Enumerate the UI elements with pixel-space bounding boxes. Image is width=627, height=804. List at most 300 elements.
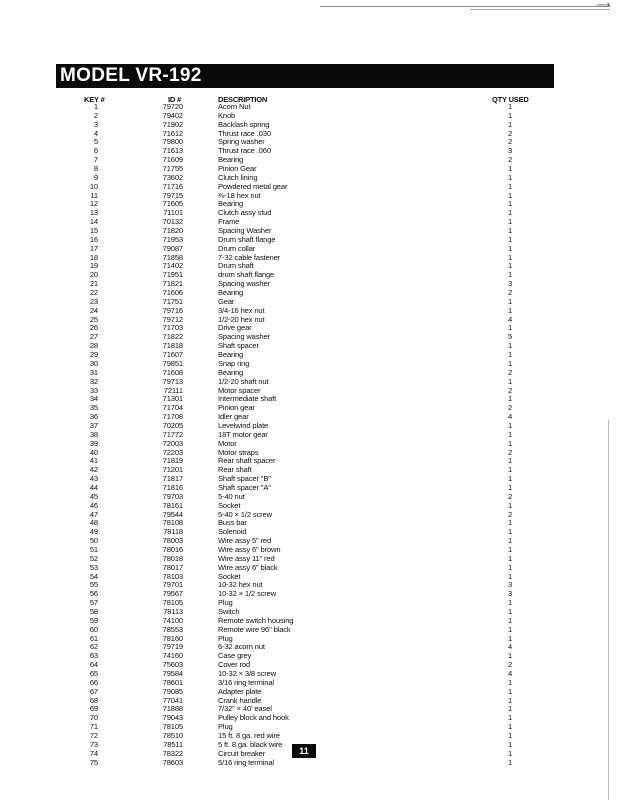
part-qty: 1 <box>507 695 513 705</box>
parts-row <box>56 271 556 280</box>
parts-row <box>56 378 556 387</box>
part-qty: 1 <box>507 376 513 386</box>
part-key: 22 <box>89 288 98 298</box>
part-key: 11 <box>90 190 98 200</box>
part-description: Spacing Washer <box>218 226 272 236</box>
part-id: 79703 <box>162 491 183 501</box>
parts-row <box>56 200 556 209</box>
part-key: 45 <box>89 491 98 501</box>
part-key: 5 <box>93 137 98 147</box>
parts-row <box>56 254 556 263</box>
parts-row <box>56 484 556 493</box>
parts-list <box>56 103 556 767</box>
part-qty: 1 <box>507 102 513 111</box>
parts-row <box>56 475 556 484</box>
part-key: 49 <box>89 527 98 537</box>
parts-row <box>56 670 556 679</box>
part-description: Drum shaft flange <box>218 234 276 244</box>
part-description: Pinion Gear <box>218 164 257 174</box>
part-description: ⅜-18 hex nut <box>218 190 261 200</box>
part-description: Cover rod <box>218 660 250 670</box>
part-key: 50 <box>89 536 98 546</box>
scan-artifact-line <box>470 9 610 10</box>
part-description: Gear <box>218 296 235 306</box>
part-id: 79720 <box>162 102 183 111</box>
part-qty: 1 <box>507 562 513 572</box>
part-key: 56 <box>89 589 98 599</box>
part-description: 10-32 × 3/8 screw <box>218 669 277 678</box>
part-id: 71606 <box>162 288 183 298</box>
parts-row <box>56 590 556 599</box>
parts-row <box>56 466 556 475</box>
part-key: 46 <box>89 500 98 510</box>
parts-row <box>56 147 556 156</box>
parts-row <box>56 422 556 431</box>
part-key: 54 <box>89 571 98 581</box>
part-id: 77041 <box>162 695 183 705</box>
part-description: Powdered metal gear <box>218 181 288 191</box>
scan-artifact-mark: ⟶ <box>596 0 611 11</box>
part-id: 78003 <box>162 536 183 546</box>
part-key: 12 <box>89 199 98 209</box>
part-id: 79716 <box>162 305 183 315</box>
part-id: 71612 <box>162 128 183 138</box>
part-description: Socket <box>218 571 241 581</box>
part-description: 5-40 nut <box>218 491 245 501</box>
part-description: Thrust race .030 <box>218 128 271 138</box>
part-key: 21 <box>89 279 98 289</box>
part-key: 44 <box>89 482 98 492</box>
part-key: 19 <box>89 261 98 271</box>
part-key: 38 <box>89 429 98 439</box>
part-key: 36 <box>89 412 98 422</box>
part-key: 23 <box>89 296 98 306</box>
part-description: Levelwind plate <box>218 420 269 430</box>
part-qty: 1 <box>507 243 513 253</box>
part-id: 73602 <box>162 172 183 182</box>
part-qty: 4 <box>507 314 513 324</box>
parts-row <box>56 457 556 466</box>
part-description: Motor <box>218 438 237 448</box>
part-key: 60 <box>89 624 98 634</box>
part-id: 78511 <box>163 739 183 749</box>
part-description: Crank handle <box>218 695 262 705</box>
part-id: 79800 <box>162 137 183 147</box>
parts-row <box>56 608 556 617</box>
part-key: 29 <box>89 350 98 360</box>
part-description: Wire assy 6" brown <box>218 544 281 554</box>
part-key: 28 <box>89 341 98 351</box>
part-qty: 1 <box>507 544 513 554</box>
part-description: 3/4-16 hex nut <box>218 305 265 315</box>
part-key: 69 <box>89 704 98 714</box>
part-description: Plug <box>218 633 233 643</box>
parts-row <box>56 360 556 369</box>
parts-row <box>56 245 556 254</box>
part-id: 71605 <box>162 199 183 209</box>
part-key: 41 <box>89 456 98 466</box>
part-description: Motor straps <box>218 447 259 457</box>
part-key: 48 <box>89 518 98 528</box>
part-qty: 1 <box>507 465 513 475</box>
part-qty: 1 <box>507 500 513 510</box>
part-key: 43 <box>89 474 98 484</box>
part-id: 71819 <box>162 456 183 466</box>
parts-row <box>56 688 556 697</box>
part-qty: 1 <box>507 482 513 492</box>
parts-row <box>56 679 556 688</box>
part-id: 79567 <box>162 589 183 599</box>
part-key: 52 <box>89 553 98 563</box>
column-header-key: KEY # <box>84 95 105 104</box>
part-description: 1/2-20 hex nut <box>218 314 265 324</box>
scan-artifact-edge <box>608 420 609 800</box>
part-description: Snap ring <box>218 358 250 368</box>
part-id: 71755 <box>162 164 183 174</box>
part-id: 79715 <box>162 190 183 200</box>
part-qty: 1 <box>507 527 513 537</box>
part-id: 72003 <box>162 438 183 448</box>
parts-row <box>56 714 556 723</box>
parts-row <box>56 316 556 325</box>
part-description: Idler gear <box>218 412 249 422</box>
parts-row <box>56 324 556 333</box>
part-key: 37 <box>89 420 98 430</box>
part-qty: 1 <box>507 748 513 758</box>
part-qty: 1 <box>507 739 513 749</box>
part-key: 1 <box>93 102 98 111</box>
part-id: 78016 <box>162 544 183 554</box>
part-qty: 1 <box>507 731 513 741</box>
part-qty: 1 <box>507 633 513 643</box>
part-description: Pinion gear <box>218 403 255 413</box>
part-id: 71888 <box>162 704 183 714</box>
column-header-description: DESCRIPTION <box>218 95 268 104</box>
part-qty: 1 <box>507 261 513 271</box>
part-qty: 1 <box>507 553 513 563</box>
part-qty: 3 <box>507 279 513 289</box>
part-description: Spacing washer <box>218 332 270 342</box>
parts-row <box>56 236 556 245</box>
part-description: 10-32 × 1/2 screw <box>218 589 277 599</box>
part-qty: 1 <box>507 606 513 616</box>
parts-row <box>56 759 556 768</box>
part-key: 59 <box>89 615 98 625</box>
part-key: 33 <box>89 385 98 395</box>
part-qty: 1 <box>507 474 513 484</box>
part-description: Drum shaft <box>218 261 254 271</box>
part-description: Shaft spacer "B" <box>218 474 271 484</box>
part-qty: 2 <box>507 128 513 138</box>
part-id: 78161 <box>162 500 183 510</box>
parts-row <box>56 573 556 582</box>
part-qty: 1 <box>507 358 513 368</box>
part-description: Motor spacer <box>218 385 261 395</box>
parts-row <box>56 502 556 511</box>
part-key: 34 <box>89 394 98 404</box>
part-key: 67 <box>89 686 98 696</box>
part-key: 65 <box>89 669 98 678</box>
part-qty: 3 <box>507 146 513 156</box>
part-description: Acorn Nut <box>218 102 251 111</box>
part-key: 32 <box>89 376 98 386</box>
part-key: 72 <box>89 731 98 741</box>
part-qty: 1 <box>507 677 513 687</box>
part-qty: 3 <box>507 589 513 599</box>
part-qty: 1 <box>507 598 513 608</box>
part-description: Clutch lining <box>218 172 258 182</box>
part-description: 7-32 cable fastener <box>218 252 281 262</box>
part-key: 40 <box>89 447 98 457</box>
parts-row <box>56 599 556 608</box>
part-key: 53 <box>89 562 98 572</box>
part-id: 71816 <box>162 482 183 492</box>
part-qty: 1 <box>507 456 513 466</box>
part-id: 79851 <box>162 358 183 368</box>
part-qty: 1 <box>507 686 513 696</box>
part-qty: 3 <box>507 580 513 590</box>
part-description: Switch <box>218 606 240 616</box>
part-key: 57 <box>89 598 98 608</box>
column-header-qty: QTY USED <box>492 95 529 104</box>
parts-row <box>56 635 556 644</box>
part-id: 71817 <box>162 474 183 484</box>
part-qty: 1 <box>507 350 513 360</box>
part-id: 79402 <box>162 110 183 120</box>
part-id: 72203 <box>162 447 183 457</box>
part-description: 5/16 ring terminal <box>218 757 274 767</box>
part-key: 55 <box>89 580 98 590</box>
part-id: 79701 <box>162 580 183 590</box>
parts-row <box>56 643 556 652</box>
part-qty: 1 <box>507 119 513 129</box>
part-key: 27 <box>89 332 98 342</box>
part-key: 75 <box>89 757 98 767</box>
parts-row <box>56 342 556 351</box>
part-description: Circuit breaker <box>218 748 266 758</box>
part-qty: 2 <box>507 660 513 670</box>
part-qty: 1 <box>507 615 513 625</box>
part-id: 71703 <box>162 323 183 333</box>
part-id: 78160 <box>162 633 183 643</box>
part-qty: 1 <box>507 438 513 448</box>
parts-row <box>56 209 556 218</box>
part-key: 4 <box>93 128 98 138</box>
part-id: 71301 <box>162 394 183 404</box>
part-qty: 1 <box>507 252 513 262</box>
part-description: Solenoid <box>218 527 247 537</box>
part-key: 42 <box>89 465 98 475</box>
parts-row <box>56 431 556 440</box>
part-qty: 1 <box>507 571 513 581</box>
part-description: Bearing <box>218 350 244 360</box>
part-key: 61 <box>89 633 98 643</box>
part-id: 71101 <box>163 208 183 218</box>
part-id: 71402 <box>162 261 183 271</box>
parts-row <box>56 626 556 635</box>
part-description: Shaft spacer <box>218 341 259 351</box>
part-key: 10 <box>89 181 98 191</box>
part-qty: 1 <box>507 270 513 280</box>
part-key: 20 <box>89 270 98 280</box>
part-qty: 1 <box>507 394 513 404</box>
part-key: 31 <box>89 367 98 377</box>
part-description: Shaft spacer "A" <box>218 482 271 492</box>
part-key: 15 <box>89 226 98 236</box>
part-description: Socket <box>218 500 241 510</box>
part-qty: 1 <box>507 234 513 244</box>
part-key: 3 <box>93 119 98 129</box>
part-qty: 1 <box>507 429 513 439</box>
part-id: 71818 <box>162 341 183 351</box>
parts-row <box>56 732 556 741</box>
part-key: 74 <box>89 748 98 758</box>
part-description: Plug <box>218 598 233 608</box>
parts-row <box>56 519 556 528</box>
parts-row <box>56 537 556 546</box>
part-description: Buss bar <box>218 518 247 528</box>
part-qty: 1 <box>507 704 513 714</box>
part-id: 71858 <box>162 252 183 262</box>
parts-row <box>56 351 556 360</box>
part-description: Drum collar <box>218 243 256 253</box>
part-qty: 1 <box>507 199 513 209</box>
part-description: Thrust race .060 <box>218 146 271 156</box>
part-description: drum shaft flange <box>218 270 275 280</box>
part-id: 71902 <box>162 119 183 129</box>
part-id: 71607 <box>162 350 183 360</box>
parts-row <box>56 493 556 502</box>
part-description: Bearing <box>218 288 244 298</box>
parts-row <box>56 103 556 112</box>
part-qty: 1 <box>507 296 513 306</box>
part-qty: 2 <box>507 491 513 501</box>
part-id: 71821 <box>162 279 183 289</box>
part-key: 35 <box>89 403 98 413</box>
part-id: 71953 <box>162 234 183 244</box>
part-id: 78108 <box>162 518 183 528</box>
part-description: 5 ft. 8 ga. black wire <box>218 739 283 749</box>
model-title-banner: MODEL VR-192 <box>56 64 554 88</box>
parts-row <box>56 333 556 342</box>
part-qty: 1 <box>507 518 513 528</box>
part-qty: 1 <box>507 172 513 182</box>
parts-row <box>56 192 556 201</box>
part-id: 71609 <box>162 155 183 165</box>
parts-row <box>56 395 556 404</box>
part-qty: 4 <box>507 669 513 678</box>
parts-row <box>56 661 556 670</box>
part-qty: 2 <box>507 155 513 165</box>
parts-row <box>56 174 556 183</box>
part-description: 6-32 acorn nut <box>218 642 265 652</box>
parts-row <box>56 413 556 422</box>
part-description: Frame <box>218 217 240 227</box>
part-qty: 1 <box>507 323 513 333</box>
part-qty: 1 <box>507 536 513 546</box>
part-description: 3/16 ring terminal <box>218 677 274 687</box>
part-qty: 2 <box>507 509 513 519</box>
part-key: 66 <box>89 677 98 687</box>
part-id: 78601 <box>162 677 183 687</box>
part-qty: 1 <box>507 757 513 767</box>
part-id: 79043 <box>162 713 183 723</box>
part-qty: 1 <box>507 420 513 430</box>
parts-row <box>56 130 556 139</box>
part-qty: 2 <box>507 385 513 395</box>
part-id: 71772 <box>162 429 183 439</box>
part-key: 2 <box>93 110 98 120</box>
part-qty: 1 <box>507 624 513 634</box>
parts-row <box>56 121 556 130</box>
part-qty: 1 <box>507 226 513 236</box>
part-key: 39 <box>89 438 98 448</box>
part-description: Wire assy 6" black <box>218 562 278 572</box>
part-key: 58 <box>89 606 98 616</box>
part-qty: 2 <box>507 367 513 377</box>
part-id: 71608 <box>162 367 183 377</box>
parts-row <box>56 705 556 714</box>
parts-row <box>56 280 556 289</box>
part-key: 13 <box>89 208 98 218</box>
parts-row <box>56 218 556 227</box>
part-key: 26 <box>89 323 98 333</box>
part-id: 71201 <box>162 465 183 475</box>
part-id: 79713 <box>162 376 183 386</box>
part-id: 78105 <box>162 598 183 608</box>
part-id: 78118 <box>163 527 183 537</box>
part-qty: 2 <box>507 447 513 457</box>
part-key: 8 <box>93 164 98 174</box>
part-description: Case grey <box>218 651 252 661</box>
part-key: 62 <box>89 642 98 652</box>
parts-row <box>56 564 556 573</box>
part-id: 78018 <box>162 553 183 563</box>
part-key: 51 <box>89 544 98 554</box>
part-qty: 1 <box>507 713 513 723</box>
part-id: 79584 <box>162 669 183 678</box>
part-description: Spacing washer <box>218 279 270 289</box>
part-id: 71613 <box>162 146 183 156</box>
parts-row <box>56 404 556 413</box>
part-key: 63 <box>89 651 98 661</box>
parts-row <box>56 697 556 706</box>
parts-row <box>56 298 556 307</box>
part-id: 79087 <box>162 243 183 253</box>
part-qty: 1 <box>507 305 513 315</box>
part-description: Wire assy 11" red <box>218 553 275 563</box>
part-description: Intermediate shaft <box>218 394 277 404</box>
part-id: 70132 <box>162 217 183 227</box>
parts-row <box>56 511 556 520</box>
part-description: Drive gear <box>218 323 252 333</box>
part-id: 74100 <box>162 615 183 625</box>
parts-row <box>56 369 556 378</box>
part-key: 25 <box>89 314 98 324</box>
part-key: 7 <box>93 155 98 165</box>
part-qty: 2 <box>507 137 513 147</box>
parts-row <box>56 289 556 298</box>
part-qty: 5 <box>507 332 513 342</box>
part-description: Rear shaft spacer <box>218 456 276 466</box>
part-qty: 1 <box>507 110 513 120</box>
part-id: 71751 <box>162 296 183 306</box>
part-qty: 2 <box>507 288 513 298</box>
part-description: 10-32 hex nut <box>218 580 263 590</box>
part-id: 79544 <box>162 509 183 519</box>
part-key: 9 <box>93 172 98 182</box>
part-description: Bearing <box>218 367 244 377</box>
